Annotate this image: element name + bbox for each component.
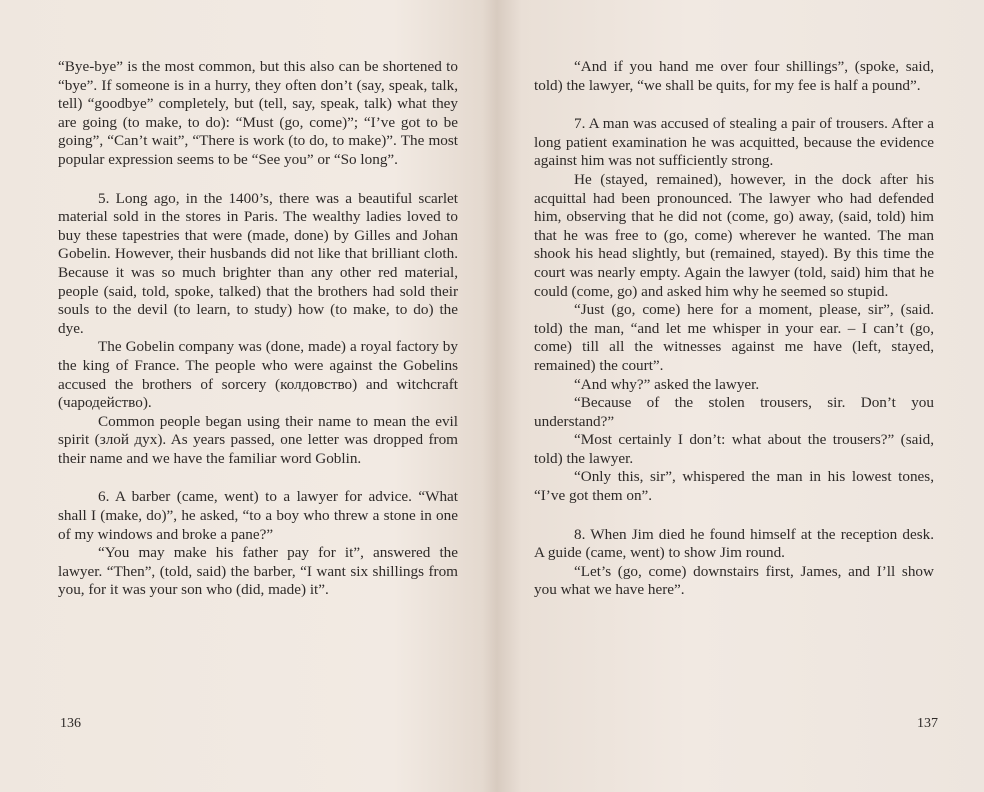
paragraph: “Let’s (go, come) downstairs first, James, and I’ll show you what we have here”. — [534, 562, 934, 599]
paragraph: “Only this, sir”, whispered the man in his lowest tones, “I’ve got them on”. — [534, 468, 934, 505]
paragraph: “Just (go, come) here for a moment, please, sir”, (said. told) the man, “and let me whisper in your ear. – I can’t (go, come) till all the witnesses against me have (left, stayed, remained) the court”. — [534, 301, 934, 374]
page-number: 136 — [60, 716, 81, 731]
paragraph: “Bye-bye” is the most common, but this also can be shortened to “bye”. If someone is in a hurry, they often don’t (say, speak, talk, tell) “goodbye” completely, but (tell, say, speak, talk) what they are going (to make, to do): “Must (go, come)”; “I’ve got to be going”, “Can’t wait”, “There is work (to do, to make)”. The most popular expression seems to be “See you” or “So long”. — [58, 58, 458, 168]
paragraph: 7. A man was accused of stealing a pair of trousers. After a long patient examination he was acquitted, because the evidence against him was not sufficiently strong. — [534, 115, 934, 170]
paragraph: 6. A barber (came, went) to a lawyer for advice. “What shall I (make, do)”, he asked, “to a boy who threw a stone in one of my windows and broke a pane?” — [58, 488, 458, 543]
paragraph: The Gobelin company was (done, made) a royal factory by the king of France. The people who were against the Gobelins accused the brothers of sorcery (колдовство) and witchcraft (чародейство). — [58, 338, 458, 412]
paragraph: Common people began using their name to mean the evil spirit (злой дух). As years passed, one letter was dropped from their name and we have the familiar word Goblin. — [58, 412, 458, 467]
paragraph: 8. When Jim died he found himself at the reception desk. A guide (came, went) to show Jim round. — [534, 525, 934, 562]
paragraph: “You may make his father pay for it”, answered the lawyer. “Then”, (told, said) the barber, “I want six shillings from you, for it was your son who (did, made) it”. — [58, 544, 458, 599]
paragraph: 5. Long ago, in the 1400’s, there was a beautiful scarlet material sold in the stores in Paris. The wealthy ladies loved to buy these tapestries that were (made, done) by Gilles and Johan Gobelin. However, their husbands did not like that brilliant cloth. Because it was so much brighter than any other red material, people (said, told, spoke, talked) that the brothers had sold their souls to the devil (to learn, to study) how (to make, to do) the dye. — [58, 189, 458, 337]
paragraph: “Because of the stolen trousers, sir. Don’t you understand?” — [534, 394, 934, 430]
paragraph: He (stayed, remained), however, in the dock after his acquittal had been pronounced. The lawyer who had defended him, observing that he did not (come, go) away, (said, told) him that he was free to (go, come) wherever he wanted. The man shook his head slightly, but (remained, stayed). By this time the court was nearly empty. Again the lawyer (told, said) him that he could (come, go) and asked him why he seemed so stupid. — [534, 170, 934, 300]
paragraph: “And why?” asked the lawyer. — [574, 375, 760, 393]
left-page — [58, 58, 458, 600]
paragraph: “Most certainly I don’t: what about the trousers?” (said, told) the lawyer. — [534, 431, 934, 467]
paragraph: “And if you hand me over four shillings”, (spoke, said, told) the lawyer, “we shall be quits, for my fee is half a pound”. — [534, 58, 934, 94]
page-number: 137 — [917, 716, 938, 731]
right-page — [534, 58, 934, 600]
